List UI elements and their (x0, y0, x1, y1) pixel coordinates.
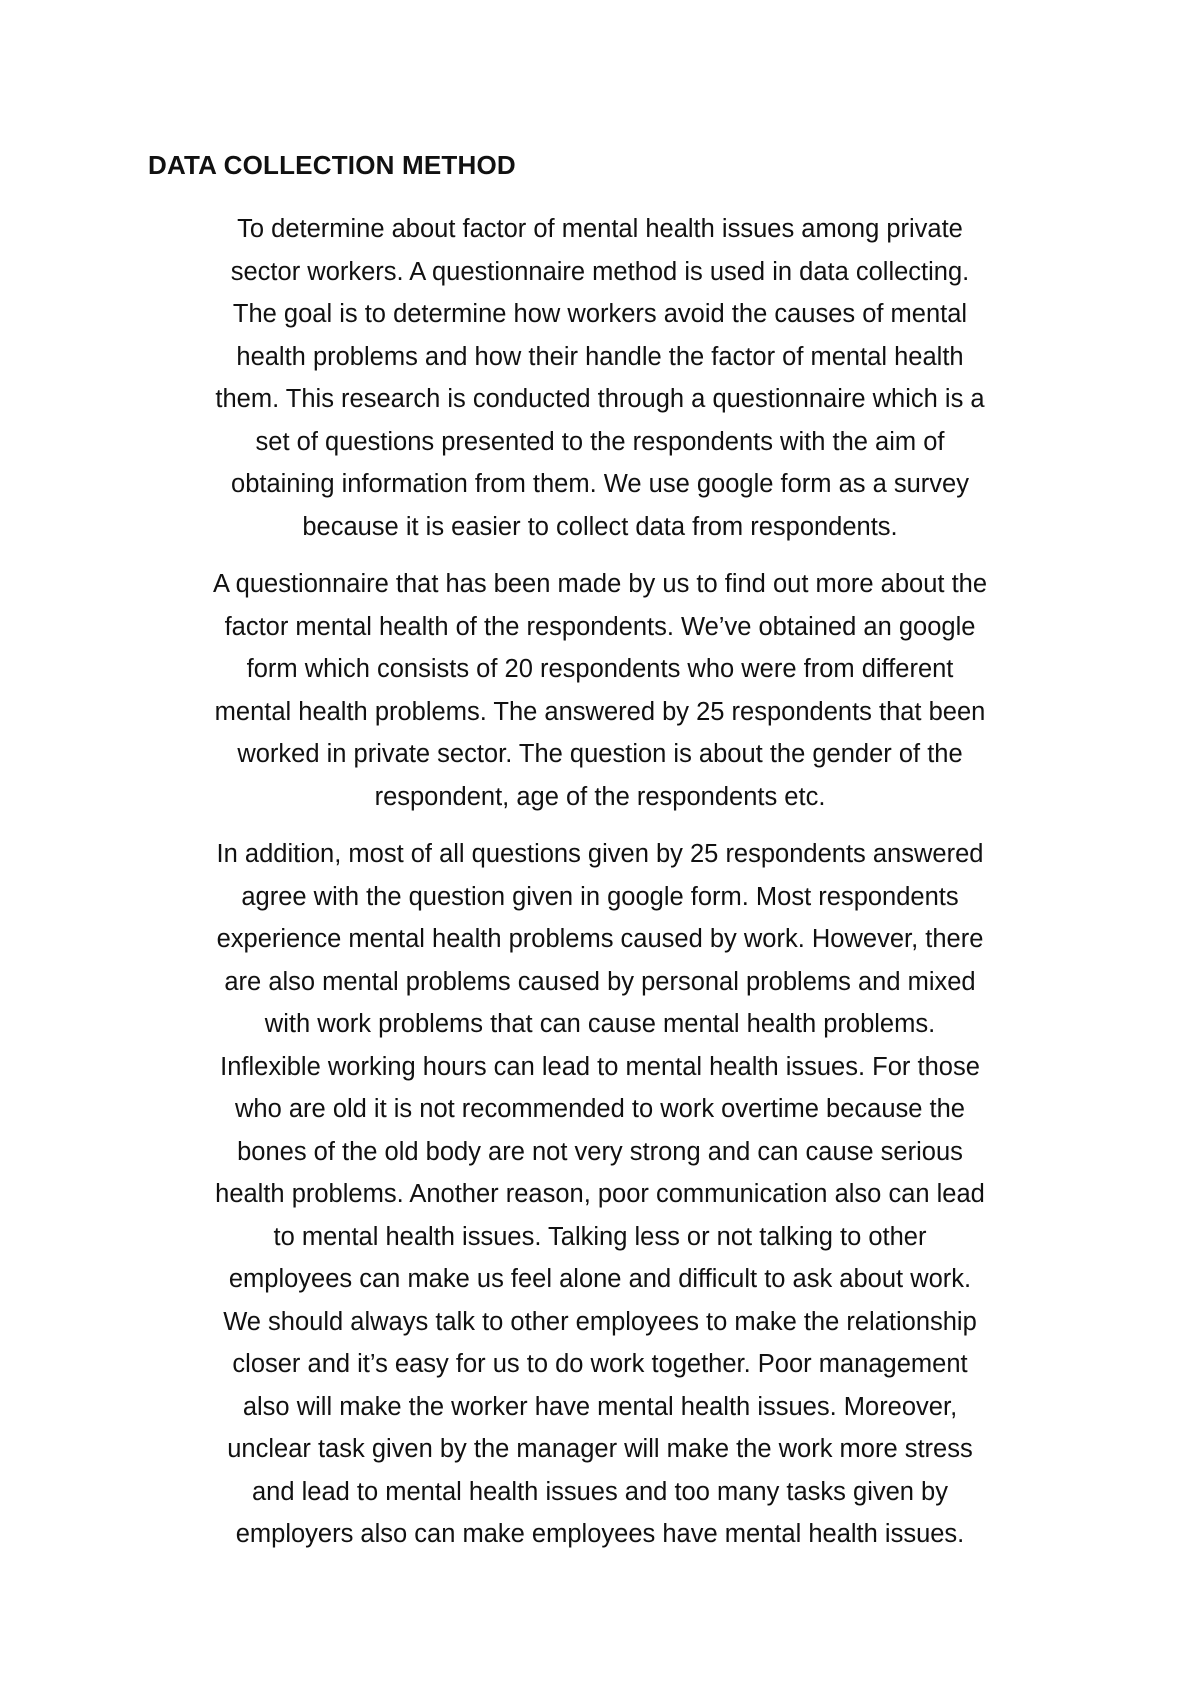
text-line: experience mental health problems caused by work. However, there (216, 925, 984, 953)
text-line: employers also can make employees have mental health issues. (235, 1520, 965, 1548)
text-line: The goal is to determine how workers avoid the causes of mental (232, 300, 968, 328)
text-line: are also mental problems caused by personal problems and mixed (224, 967, 976, 996)
text-line: Inflexible working hours can lead to mental health issues. For those (220, 1052, 980, 1081)
text-line: bones of the old body are not very strong and can cause serious (237, 1137, 963, 1166)
text-line: In addition, most of all questions given by 25 respondents answered (216, 840, 984, 868)
text-line: also will make the worker have mental health issues. Moreover, (242, 1392, 958, 1421)
text-line: worked in private sector. The question is about the gender of the (237, 740, 963, 768)
text-line: A questionnaire that has been made by us to find out more about the (212, 570, 988, 598)
text-line: health problems. Another reason, poor communication also can lead (215, 1180, 985, 1208)
text-line: obtaining information from them. We use google form as a survey (231, 470, 969, 498)
text-line: and lead to mental health issues and too many tasks given by (251, 1477, 948, 1506)
text-line: set of questions presented to the respondents with the aim of (255, 427, 945, 456)
document-body (140, 208, 1060, 1571)
text-line: closer and it’s easy for us to do work together. Poor management (232, 1350, 968, 1378)
text-line: factor mental health of the respondents. We’ve obtained an google (224, 612, 976, 641)
text-line: who are old it is not recommended to work overtime because the (235, 1095, 965, 1123)
text-line: them. This research is conducted through a questionnaire which is a (215, 385, 985, 413)
text-line: because it is easier to collect data from respondents. (302, 512, 898, 541)
text-line: We should always talk to other employees to make the relationship (223, 1307, 977, 1336)
text-line: with work problems that can cause mental health problems. (264, 1010, 936, 1038)
text-line: sector workers. A questionnaire method is used in data collecting. (230, 257, 970, 286)
text-line: mental health problems. The answered by 25 respondents that been (214, 697, 986, 726)
text-line: unclear task given by the manager will make the work more stress (227, 1435, 973, 1463)
text-line: agree with the question given in google form. Most respondents (241, 882, 959, 911)
paragraph-3 (140, 833, 1060, 1556)
text-line: health problems and how their handle the factor of mental health (236, 342, 964, 371)
paragraph-1 (140, 208, 1060, 548)
text-line: employees can make us feel alone and difficult to ask about work. (228, 1265, 972, 1293)
text-line: respondent, age of the respondents etc. (374, 782, 826, 811)
paragraph-2 (140, 563, 1060, 818)
text-line: to mental health issues. Talking less or not talking to other (273, 1222, 927, 1251)
text-line: To determine about factor of mental health issues among private (237, 215, 963, 243)
text-line: form which consists of 20 respondents who were from different (246, 655, 954, 683)
section-heading: DATA COLLECTION METHOD (148, 150, 516, 180)
